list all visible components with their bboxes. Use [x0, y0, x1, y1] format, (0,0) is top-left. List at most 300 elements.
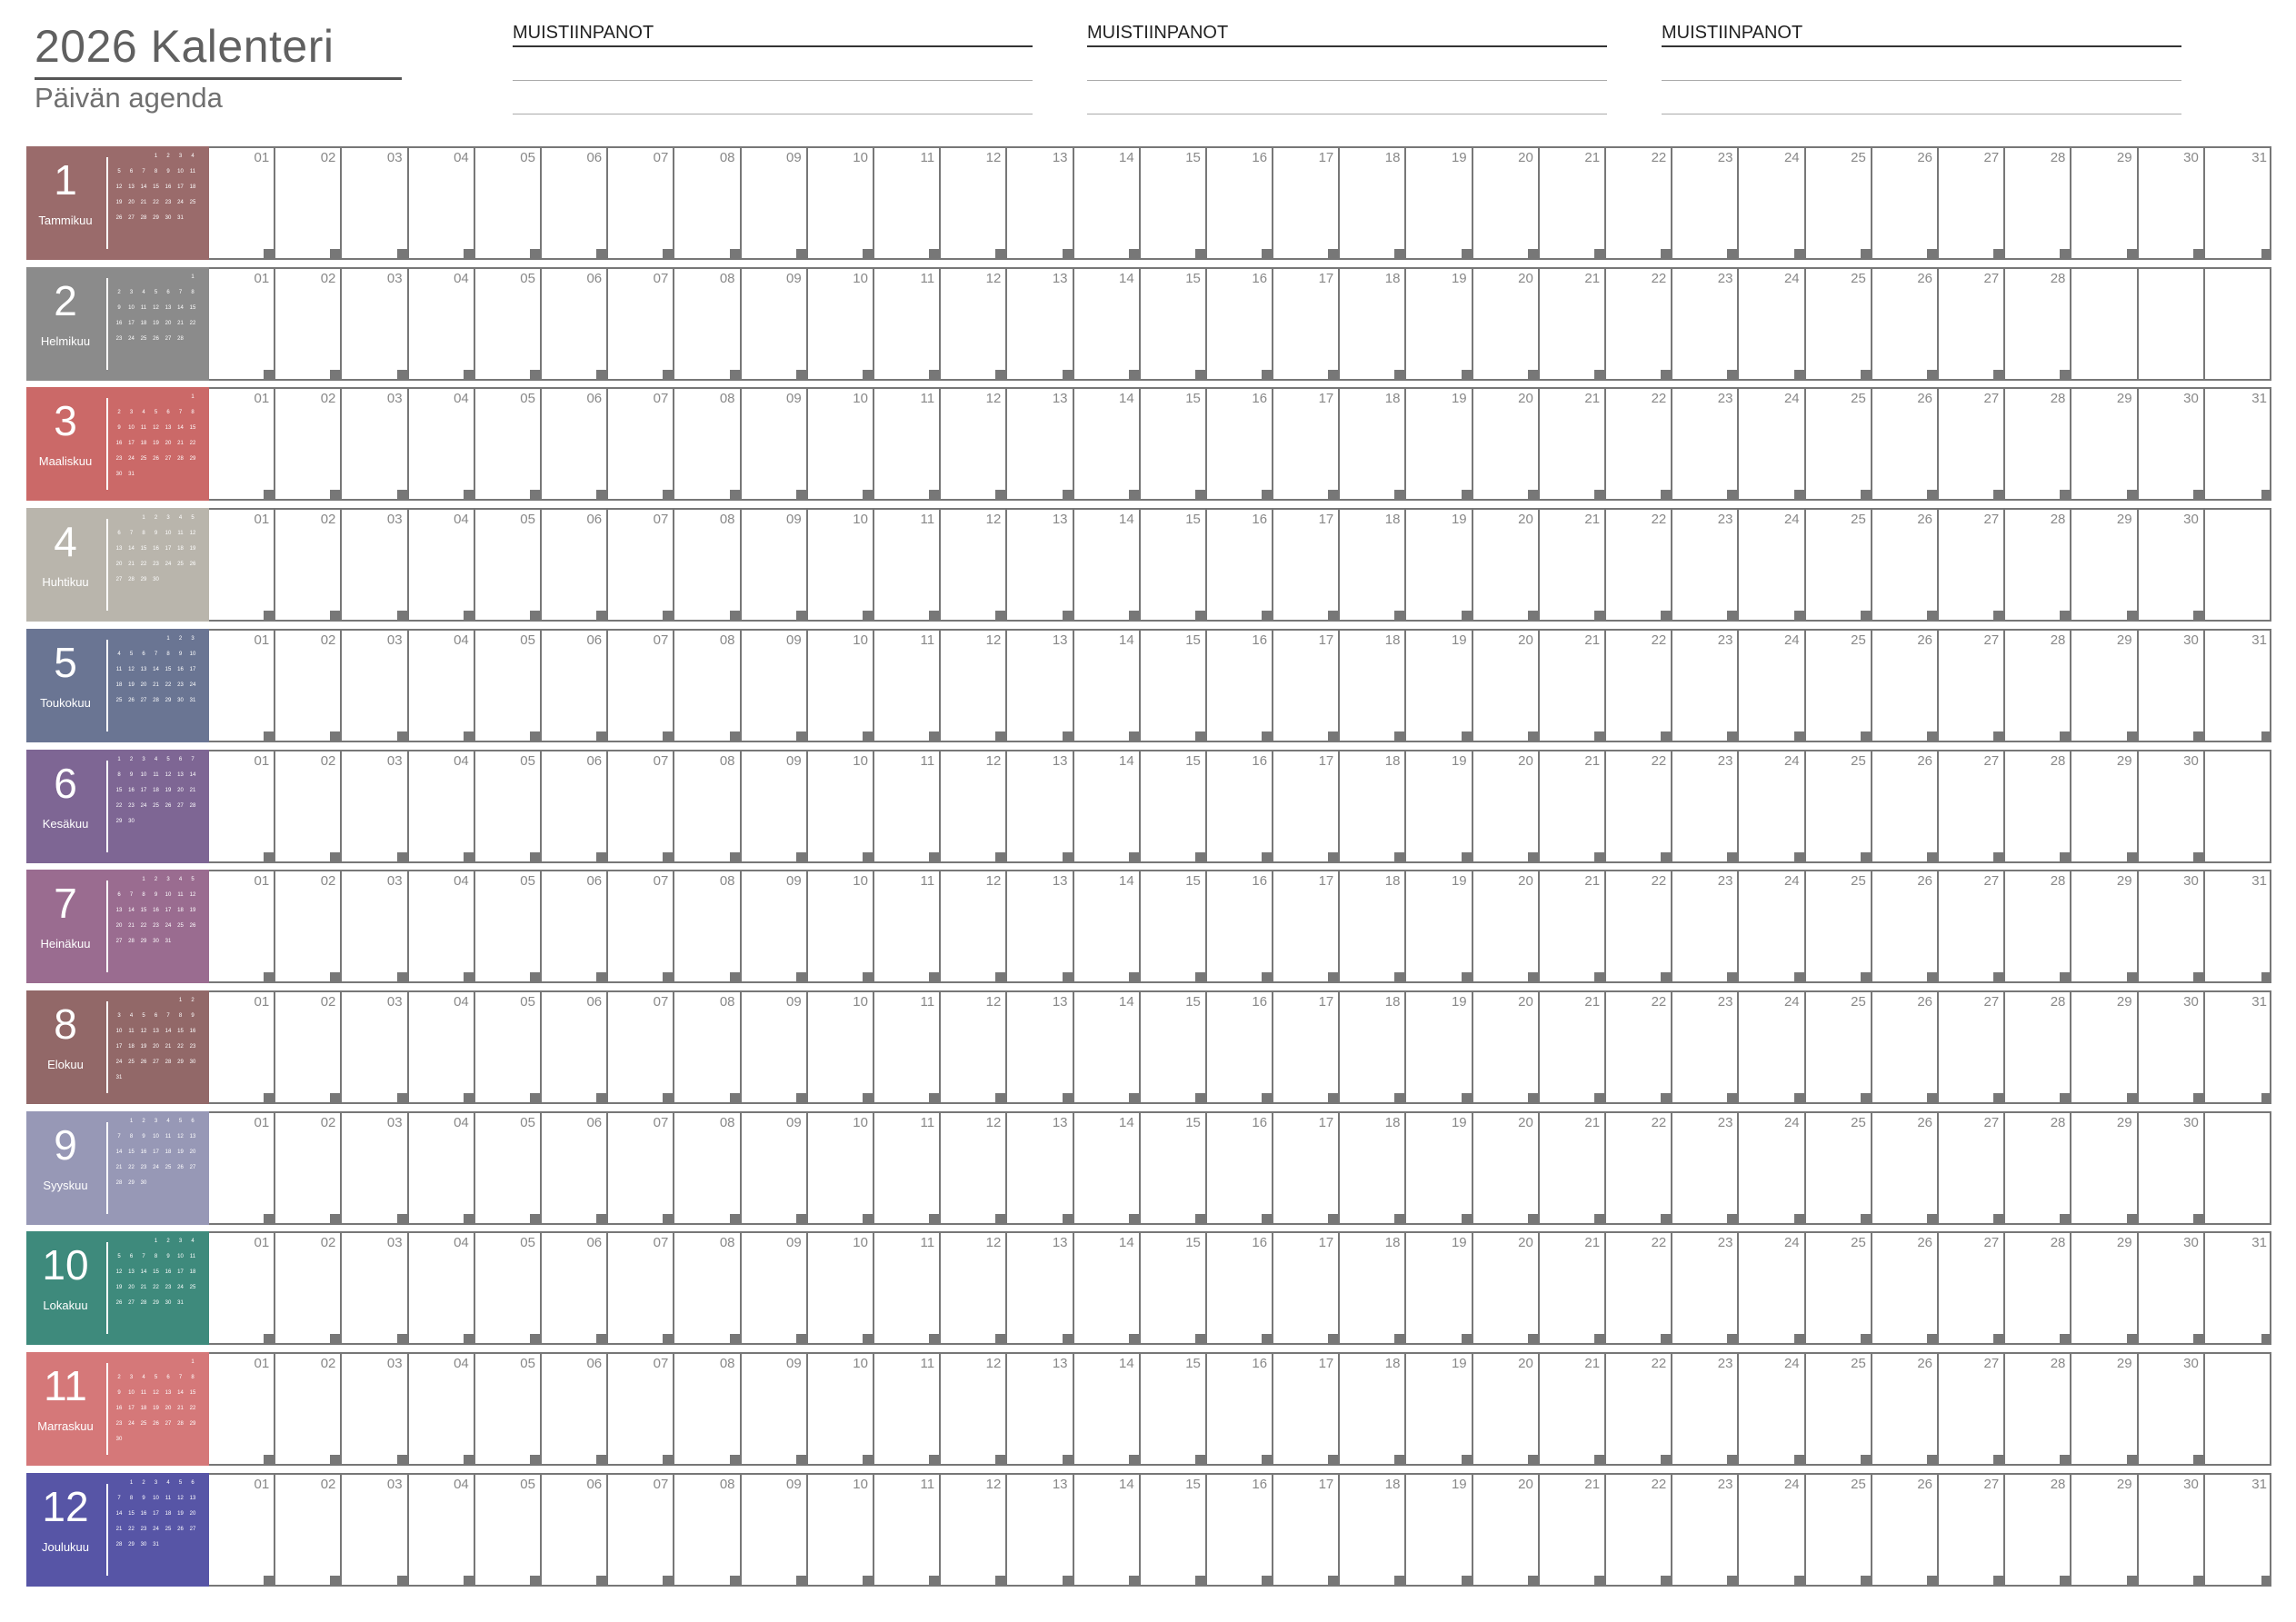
- day-cell[interactable]: [409, 148, 475, 258]
- day-cell[interactable]: [1141, 389, 1207, 499]
- day-cell[interactable]: [1939, 871, 2005, 981]
- day-cell[interactable]: [742, 389, 808, 499]
- day-cell[interactable]: [742, 751, 808, 861]
- day-cell[interactable]: [742, 148, 808, 258]
- day-cell[interactable]: [275, 992, 342, 1102]
- day-cell[interactable]: [2005, 1475, 2071, 1585]
- day-cell[interactable]: [1207, 148, 1273, 258]
- day-cell[interactable]: [1540, 751, 1606, 861]
- day-cell[interactable]: [542, 1475, 608, 1585]
- day-cell[interactable]: [275, 510, 342, 620]
- day-cell[interactable]: [874, 751, 941, 861]
- day-cell[interactable]: [941, 992, 1007, 1102]
- day-cell[interactable]: [1007, 992, 1073, 1102]
- day-cell[interactable]: [1672, 269, 1739, 379]
- day-cell[interactable]: [342, 631, 408, 741]
- day-cell[interactable]: [2005, 1354, 2071, 1464]
- day-cell[interactable]: [1606, 751, 1672, 861]
- day-cell[interactable]: [1806, 631, 1872, 741]
- day-cell[interactable]: [608, 631, 674, 741]
- day-cell[interactable]: [475, 1354, 542, 1464]
- day-cell[interactable]: [2205, 1233, 2271, 1343]
- day-cell[interactable]: [275, 1475, 342, 1585]
- day-cell[interactable]: [2005, 1113, 2071, 1223]
- day-cell[interactable]: [1872, 871, 1939, 981]
- day-cell[interactable]: [1473, 1113, 1540, 1223]
- day-cell[interactable]: [209, 992, 275, 1102]
- day-cell[interactable]: [1872, 1354, 1939, 1464]
- day-cell[interactable]: [808, 1233, 874, 1343]
- day-cell[interactable]: [1406, 148, 1472, 258]
- day-cell[interactable]: [1007, 269, 1073, 379]
- day-cell[interactable]: [1739, 389, 1805, 499]
- day-cell[interactable]: [874, 1354, 941, 1464]
- day-cell[interactable]: [2005, 510, 2071, 620]
- day-cell[interactable]: [1739, 751, 1805, 861]
- day-cell[interactable]: [608, 992, 674, 1102]
- day-cell[interactable]: [608, 148, 674, 258]
- day-cell[interactable]: [1540, 871, 1606, 981]
- day-cell[interactable]: [342, 1113, 408, 1223]
- day-cell[interactable]: [1739, 1354, 1805, 1464]
- day-cell[interactable]: [542, 992, 608, 1102]
- day-cell[interactable]: [1872, 1475, 1939, 1585]
- day-cell[interactable]: [275, 1233, 342, 1343]
- day-cell[interactable]: [742, 269, 808, 379]
- day-cell[interactable]: [674, 992, 741, 1102]
- day-cell[interactable]: [1806, 992, 1872, 1102]
- day-cell[interactable]: [1141, 1354, 1207, 1464]
- day-cell[interactable]: [409, 1475, 475, 1585]
- day-cell[interactable]: [941, 510, 1007, 620]
- day-cell[interactable]: [1939, 1475, 2005, 1585]
- day-cell[interactable]: [1141, 1113, 1207, 1223]
- day-cell[interactable]: [674, 1233, 741, 1343]
- day-cell[interactable]: [1540, 148, 1606, 258]
- day-cell[interactable]: [209, 148, 275, 258]
- day-cell[interactable]: [2071, 1113, 2138, 1223]
- day-cell[interactable]: [1872, 992, 1939, 1102]
- day-cell[interactable]: [1207, 871, 1273, 981]
- day-cell[interactable]: [874, 269, 941, 379]
- day-cell[interactable]: [475, 510, 542, 620]
- day-cell[interactable]: [1739, 1113, 1805, 1223]
- day-cell[interactable]: [874, 992, 941, 1102]
- day-cell[interactable]: [1806, 510, 1872, 620]
- day-cell[interactable]: [1473, 389, 1540, 499]
- day-cell[interactable]: [1406, 631, 1472, 741]
- day-cell[interactable]: [475, 1475, 542, 1585]
- day-cell[interactable]: [1141, 269, 1207, 379]
- day-cell[interactable]: [1406, 871, 1472, 981]
- day-cell[interactable]: [342, 751, 408, 861]
- day-cell[interactable]: [2005, 1233, 2071, 1343]
- day-cell[interactable]: [409, 1354, 475, 1464]
- day-cell[interactable]: [1806, 389, 1872, 499]
- day-cell[interactable]: [1406, 992, 1472, 1102]
- day-cell[interactable]: [475, 871, 542, 981]
- day-cell[interactable]: [409, 1113, 475, 1223]
- day-cell[interactable]: [1739, 510, 1805, 620]
- day-cell[interactable]: [1872, 269, 1939, 379]
- day-cell[interactable]: [608, 510, 674, 620]
- day-cell[interactable]: [2005, 871, 2071, 981]
- day-cell[interactable]: [1141, 148, 1207, 258]
- day-cell[interactable]: [1207, 1233, 1273, 1343]
- day-cell[interactable]: [2139, 1354, 2205, 1464]
- day-cell[interactable]: [2205, 148, 2271, 258]
- day-cell[interactable]: [1074, 1475, 1141, 1585]
- day-cell[interactable]: [742, 510, 808, 620]
- day-cell[interactable]: [1273, 389, 1340, 499]
- day-cell[interactable]: [542, 148, 608, 258]
- day-cell[interactable]: [1540, 631, 1606, 741]
- day-cell[interactable]: [1606, 1113, 1672, 1223]
- day-cell[interactable]: [674, 389, 741, 499]
- day-cell[interactable]: [1473, 1475, 1540, 1585]
- day-cell[interactable]: [475, 992, 542, 1102]
- day-cell[interactable]: [2005, 389, 2071, 499]
- day-cell[interactable]: [808, 1475, 874, 1585]
- day-cell[interactable]: [1340, 1113, 1406, 1223]
- day-cell[interactable]: [1606, 510, 1672, 620]
- day-cell[interactable]: [1406, 1113, 1472, 1223]
- day-cell[interactable]: [941, 871, 1007, 981]
- day-cell[interactable]: [2071, 148, 2138, 258]
- day-cell[interactable]: [608, 1113, 674, 1223]
- notes-line[interactable]: [1087, 47, 1607, 81]
- day-cell[interactable]: [1074, 992, 1141, 1102]
- day-cell[interactable]: [1939, 510, 2005, 620]
- notes-line[interactable]: [1087, 81, 1607, 114]
- day-cell[interactable]: [1872, 1233, 1939, 1343]
- day-cell[interactable]: [941, 631, 1007, 741]
- day-cell[interactable]: [275, 631, 342, 741]
- day-cell[interactable]: [1872, 751, 1939, 861]
- day-cell[interactable]: [1141, 510, 1207, 620]
- day-cell[interactable]: [874, 631, 941, 741]
- notes-line[interactable]: [513, 81, 1033, 114]
- day-cell[interactable]: [874, 389, 941, 499]
- day-cell[interactable]: [808, 1113, 874, 1223]
- day-cell[interactable]: [874, 1475, 941, 1585]
- day-cell[interactable]: [1273, 1354, 1340, 1464]
- day-cell[interactable]: [209, 631, 275, 741]
- day-cell[interactable]: [409, 269, 475, 379]
- day-cell[interactable]: [874, 148, 941, 258]
- day-cell[interactable]: [342, 269, 408, 379]
- day-cell[interactable]: [1672, 992, 1739, 1102]
- day-cell[interactable]: [1406, 1233, 1472, 1343]
- day-cell[interactable]: [1273, 992, 1340, 1102]
- day-cell[interactable]: [1340, 631, 1406, 741]
- day-cell[interactable]: [808, 631, 874, 741]
- day-cell[interactable]: [742, 1475, 808, 1585]
- day-cell[interactable]: [1939, 389, 2005, 499]
- day-cell[interactable]: [1007, 389, 1073, 499]
- day-cell[interactable]: [209, 1475, 275, 1585]
- day-cell[interactable]: [1340, 871, 1406, 981]
- day-cell[interactable]: [1672, 389, 1739, 499]
- day-cell[interactable]: [2071, 992, 2138, 1102]
- day-cell[interactable]: [608, 871, 674, 981]
- day-cell[interactable]: [1672, 871, 1739, 981]
- day-cell[interactable]: [409, 389, 475, 499]
- day-cell[interactable]: [342, 1475, 408, 1585]
- day-cell[interactable]: [1540, 1113, 1606, 1223]
- day-cell[interactable]: [608, 1475, 674, 1585]
- day-cell[interactable]: [1606, 148, 1672, 258]
- day-cell[interactable]: [2139, 1475, 2205, 1585]
- day-cell[interactable]: [808, 1354, 874, 1464]
- day-cell[interactable]: [542, 1354, 608, 1464]
- day-cell[interactable]: [2071, 510, 2138, 620]
- day-cell[interactable]: [1340, 1354, 1406, 1464]
- day-cell[interactable]: [1606, 389, 1672, 499]
- day-cell[interactable]: [275, 1354, 342, 1464]
- day-cell[interactable]: [1872, 510, 1939, 620]
- day-cell[interactable]: [1872, 148, 1939, 258]
- day-cell[interactable]: [1007, 631, 1073, 741]
- day-cell[interactable]: [542, 631, 608, 741]
- day-cell[interactable]: [608, 751, 674, 861]
- day-cell[interactable]: [1672, 1113, 1739, 1223]
- day-cell[interactable]: [1473, 510, 1540, 620]
- day-cell[interactable]: [542, 1113, 608, 1223]
- day-cell[interactable]: [742, 631, 808, 741]
- notes-line[interactable]: [1662, 81, 2181, 114]
- day-cell[interactable]: [542, 269, 608, 379]
- day-cell[interactable]: [742, 1354, 808, 1464]
- day-cell[interactable]: [874, 1233, 941, 1343]
- day-cell[interactable]: [1207, 1354, 1273, 1464]
- day-cell[interactable]: [209, 751, 275, 861]
- day-cell[interactable]: [1207, 269, 1273, 379]
- day-cell[interactable]: [742, 871, 808, 981]
- day-cell[interactable]: [275, 269, 342, 379]
- day-cell[interactable]: [674, 510, 741, 620]
- day-cell[interactable]: [1739, 1233, 1805, 1343]
- day-cell[interactable]: [1141, 631, 1207, 741]
- day-cell[interactable]: [2139, 1233, 2205, 1343]
- day-cell[interactable]: [1540, 269, 1606, 379]
- day-cell[interactable]: [941, 1354, 1007, 1464]
- day-cell[interactable]: [1340, 992, 1406, 1102]
- day-cell[interactable]: [1141, 992, 1207, 1102]
- day-cell[interactable]: [2205, 389, 2271, 499]
- day-cell[interactable]: [674, 148, 741, 258]
- day-cell[interactable]: [1074, 510, 1141, 620]
- day-cell[interactable]: [1273, 510, 1340, 620]
- day-cell[interactable]: [1939, 148, 2005, 258]
- day-cell[interactable]: [1340, 510, 1406, 620]
- day-cell[interactable]: [1007, 148, 1073, 258]
- day-cell[interactable]: [209, 1233, 275, 1343]
- day-cell[interactable]: [1806, 871, 1872, 981]
- day-cell[interactable]: [2071, 751, 2138, 861]
- day-cell[interactable]: [1739, 269, 1805, 379]
- day-cell[interactable]: [941, 269, 1007, 379]
- day-cell[interactable]: [2139, 751, 2205, 861]
- day-cell[interactable]: [1806, 1113, 1872, 1223]
- day-cell[interactable]: [1207, 992, 1273, 1102]
- day-cell[interactable]: [1340, 751, 1406, 861]
- day-cell[interactable]: [1473, 751, 1540, 861]
- day-cell[interactable]: [1007, 871, 1073, 981]
- day-cell[interactable]: [1406, 269, 1472, 379]
- day-cell[interactable]: [874, 1113, 941, 1223]
- day-cell[interactable]: [1540, 992, 1606, 1102]
- day-cell[interactable]: [1939, 751, 2005, 861]
- day-cell[interactable]: [1672, 1475, 1739, 1585]
- day-cell[interactable]: [409, 631, 475, 741]
- day-cell[interactable]: [2005, 751, 2071, 861]
- day-cell[interactable]: [674, 751, 741, 861]
- day-cell[interactable]: [1806, 1233, 1872, 1343]
- day-cell[interactable]: [1406, 1354, 1472, 1464]
- day-cell[interactable]: [1672, 751, 1739, 861]
- day-cell[interactable]: [1141, 751, 1207, 861]
- day-cell[interactable]: [1606, 269, 1672, 379]
- day-cell[interactable]: [1074, 1113, 1141, 1223]
- day-cell[interactable]: [808, 751, 874, 861]
- day-cell[interactable]: [2139, 871, 2205, 981]
- day-cell[interactable]: [808, 269, 874, 379]
- day-cell[interactable]: [1806, 269, 1872, 379]
- day-cell[interactable]: [2139, 631, 2205, 741]
- day-cell[interactable]: [1939, 1233, 2005, 1343]
- day-cell[interactable]: [808, 510, 874, 620]
- day-cell[interactable]: [1939, 631, 2005, 741]
- day-cell[interactable]: [1273, 631, 1340, 741]
- day-cell[interactable]: [1806, 751, 1872, 861]
- day-cell[interactable]: [1007, 1113, 1073, 1223]
- day-cell[interactable]: [342, 148, 408, 258]
- day-cell[interactable]: [1739, 148, 1805, 258]
- day-cell[interactable]: [275, 871, 342, 981]
- day-cell[interactable]: [1739, 631, 1805, 741]
- day-cell[interactable]: [1473, 871, 1540, 981]
- day-cell[interactable]: [2005, 992, 2071, 1102]
- day-cell[interactable]: [2071, 1475, 2138, 1585]
- day-cell[interactable]: [1606, 1233, 1672, 1343]
- day-cell[interactable]: [1473, 1233, 1540, 1343]
- day-cell[interactable]: [608, 269, 674, 379]
- day-cell[interactable]: [209, 871, 275, 981]
- day-cell[interactable]: [1273, 148, 1340, 258]
- day-cell[interactable]: [275, 1113, 342, 1223]
- notes-line[interactable]: [513, 47, 1033, 81]
- day-cell[interactable]: [742, 1113, 808, 1223]
- day-cell[interactable]: [1473, 631, 1540, 741]
- day-cell[interactable]: [542, 1233, 608, 1343]
- day-cell[interactable]: [1606, 1354, 1672, 1464]
- day-cell[interactable]: [209, 389, 275, 499]
- day-cell[interactable]: [941, 389, 1007, 499]
- day-cell[interactable]: [608, 389, 674, 499]
- day-cell[interactable]: [1273, 269, 1340, 379]
- day-cell[interactable]: [941, 1233, 1007, 1343]
- day-cell[interactable]: [275, 389, 342, 499]
- day-cell[interactable]: [808, 148, 874, 258]
- day-cell[interactable]: [209, 1113, 275, 1223]
- day-cell[interactable]: [1406, 1475, 1472, 1585]
- day-cell[interactable]: [1872, 1113, 1939, 1223]
- day-cell[interactable]: [1872, 631, 1939, 741]
- day-cell[interactable]: [342, 510, 408, 620]
- day-cell[interactable]: [674, 1113, 741, 1223]
- day-cell[interactable]: [542, 871, 608, 981]
- day-cell[interactable]: [2071, 1233, 2138, 1343]
- day-cell[interactable]: [1806, 1354, 1872, 1464]
- day-cell[interactable]: [941, 1113, 1007, 1223]
- day-cell[interactable]: [475, 389, 542, 499]
- day-cell[interactable]: [674, 631, 741, 741]
- day-cell[interactable]: [941, 751, 1007, 861]
- day-cell[interactable]: [475, 269, 542, 379]
- day-cell[interactable]: [1007, 1233, 1073, 1343]
- day-cell[interactable]: [1273, 751, 1340, 861]
- day-cell[interactable]: [1540, 1354, 1606, 1464]
- day-cell[interactable]: [1340, 1233, 1406, 1343]
- day-cell[interactable]: [1672, 148, 1739, 258]
- day-cell[interactable]: [1473, 148, 1540, 258]
- day-cell[interactable]: [409, 510, 475, 620]
- notes-line[interactable]: [1662, 47, 2181, 81]
- day-cell[interactable]: [2205, 992, 2271, 1102]
- day-cell[interactable]: [674, 269, 741, 379]
- day-cell[interactable]: [1672, 510, 1739, 620]
- day-cell[interactable]: [475, 1113, 542, 1223]
- day-cell[interactable]: [1007, 751, 1073, 861]
- day-cell[interactable]: [1141, 871, 1207, 981]
- day-cell[interactable]: [1939, 992, 2005, 1102]
- day-cell[interactable]: [1340, 389, 1406, 499]
- day-cell[interactable]: [1473, 1354, 1540, 1464]
- day-cell[interactable]: [1074, 871, 1141, 981]
- day-cell[interactable]: [342, 1354, 408, 1464]
- day-cell[interactable]: [674, 1354, 741, 1464]
- day-cell[interactable]: [941, 1475, 1007, 1585]
- day-cell[interactable]: [1672, 631, 1739, 741]
- day-cell[interactable]: [475, 1233, 542, 1343]
- day-cell[interactable]: [1207, 1113, 1273, 1223]
- day-cell[interactable]: [1739, 1475, 1805, 1585]
- day-cell[interactable]: [1540, 510, 1606, 620]
- day-cell[interactable]: [2139, 510, 2205, 620]
- day-cell[interactable]: [1606, 992, 1672, 1102]
- day-cell[interactable]: [409, 1233, 475, 1343]
- day-cell[interactable]: [1406, 751, 1472, 861]
- day-cell[interactable]: [409, 871, 475, 981]
- day-cell[interactable]: [542, 510, 608, 620]
- day-cell[interactable]: [1540, 389, 1606, 499]
- day-cell[interactable]: [1074, 148, 1141, 258]
- day-cell[interactable]: [409, 751, 475, 861]
- day-cell[interactable]: [2139, 148, 2205, 258]
- day-cell[interactable]: [2071, 1354, 2138, 1464]
- day-cell[interactable]: [275, 751, 342, 861]
- day-cell[interactable]: [1540, 1233, 1606, 1343]
- day-cell[interactable]: [674, 871, 741, 981]
- day-cell[interactable]: [342, 1233, 408, 1343]
- day-cell[interactable]: [1207, 389, 1273, 499]
- day-cell[interactable]: [209, 1354, 275, 1464]
- day-cell[interactable]: [275, 148, 342, 258]
- day-cell[interactable]: [1007, 1475, 1073, 1585]
- day-cell[interactable]: [1406, 510, 1472, 620]
- day-cell[interactable]: [1540, 1475, 1606, 1585]
